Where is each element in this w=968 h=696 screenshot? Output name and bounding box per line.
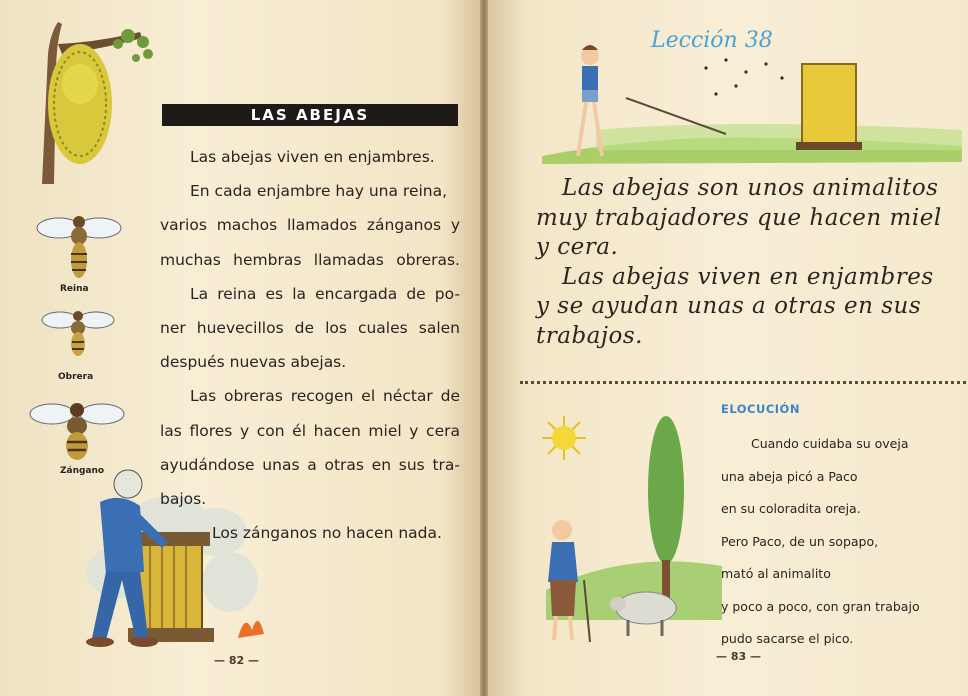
drone-bee-illustration [28,396,128,462]
cursive-line: Las abejas son unos animalitos [562,175,939,201]
insect-label-queen: Reina [60,284,89,294]
page-number-left: — 82 — [214,654,259,667]
poem-line: una abeja picó a Paco [721,468,858,484]
cursive-line: trabajos. [536,322,643,349]
insect-label-drone: Zángano [60,466,105,476]
text-line: muchas hembras llamadas obreras. [160,250,460,269]
book-gutter [480,0,488,696]
lesson-number-title: Lección 38 [651,28,773,53]
beehive-illustration [28,14,158,184]
poem-line: Pero Paco, de un sopapo, [721,533,879,549]
poem-line: mató al animalito [721,566,831,581]
lesson-title-bar: LAS ABEJAS [162,104,458,126]
text-line: ner huevecillos de los cuales salen [160,318,460,337]
text-line: bajos. [160,489,207,508]
text-line: Los zánganos no hacen nada. [212,524,442,543]
section-divider [520,381,966,384]
text-line: En cada enjambre hay una reina, [190,182,448,201]
text-line: Las obreras recogen el néctar de [190,387,460,406]
right-page [488,0,968,696]
section-title-elocucion: ELOCUCIÓN [721,402,800,416]
queen-bee-illustration [34,206,124,282]
text-line: las flores y con él hacen miel y cera [160,421,460,440]
page-number-right: — 83 — [716,650,761,663]
cursive-line: muy trabajadores que hacen miel [536,204,942,231]
text-line: después nuevas abejas. [160,353,347,372]
left-page [0,0,480,696]
poem-line: en su coloradita oreja. [721,501,861,516]
poem-line: Cuando cuidaba su oveja [751,436,909,451]
text-line: La reina es la encargada de po- [190,284,460,303]
poem [721,428,961,656]
poem-line: pudo sacarse el pico. [721,631,854,646]
cursive-line: y se ayudan unas a otras en sus [536,293,922,319]
boy-with-hive-illustration [536,38,966,168]
boy-sheep-tree-illustration [526,410,726,660]
worker-bee-illustration [40,304,116,360]
insect-label-worker: Obrera [58,372,94,382]
cursive-line: Las abejas viven en enjambres [562,263,934,290]
lesson-text [160,140,460,550]
cursive-line: y cera. [536,234,619,260]
poem-line: y poco a poco, con gran trabajo [721,598,920,614]
text-line: varios machos llamados zánganos y [160,216,460,235]
cursive-text [536,174,942,351]
text-line: Las abejas viven en enjambres. [190,148,435,166]
text-line: ayudándose unas a otras en sus tra- [160,455,460,474]
